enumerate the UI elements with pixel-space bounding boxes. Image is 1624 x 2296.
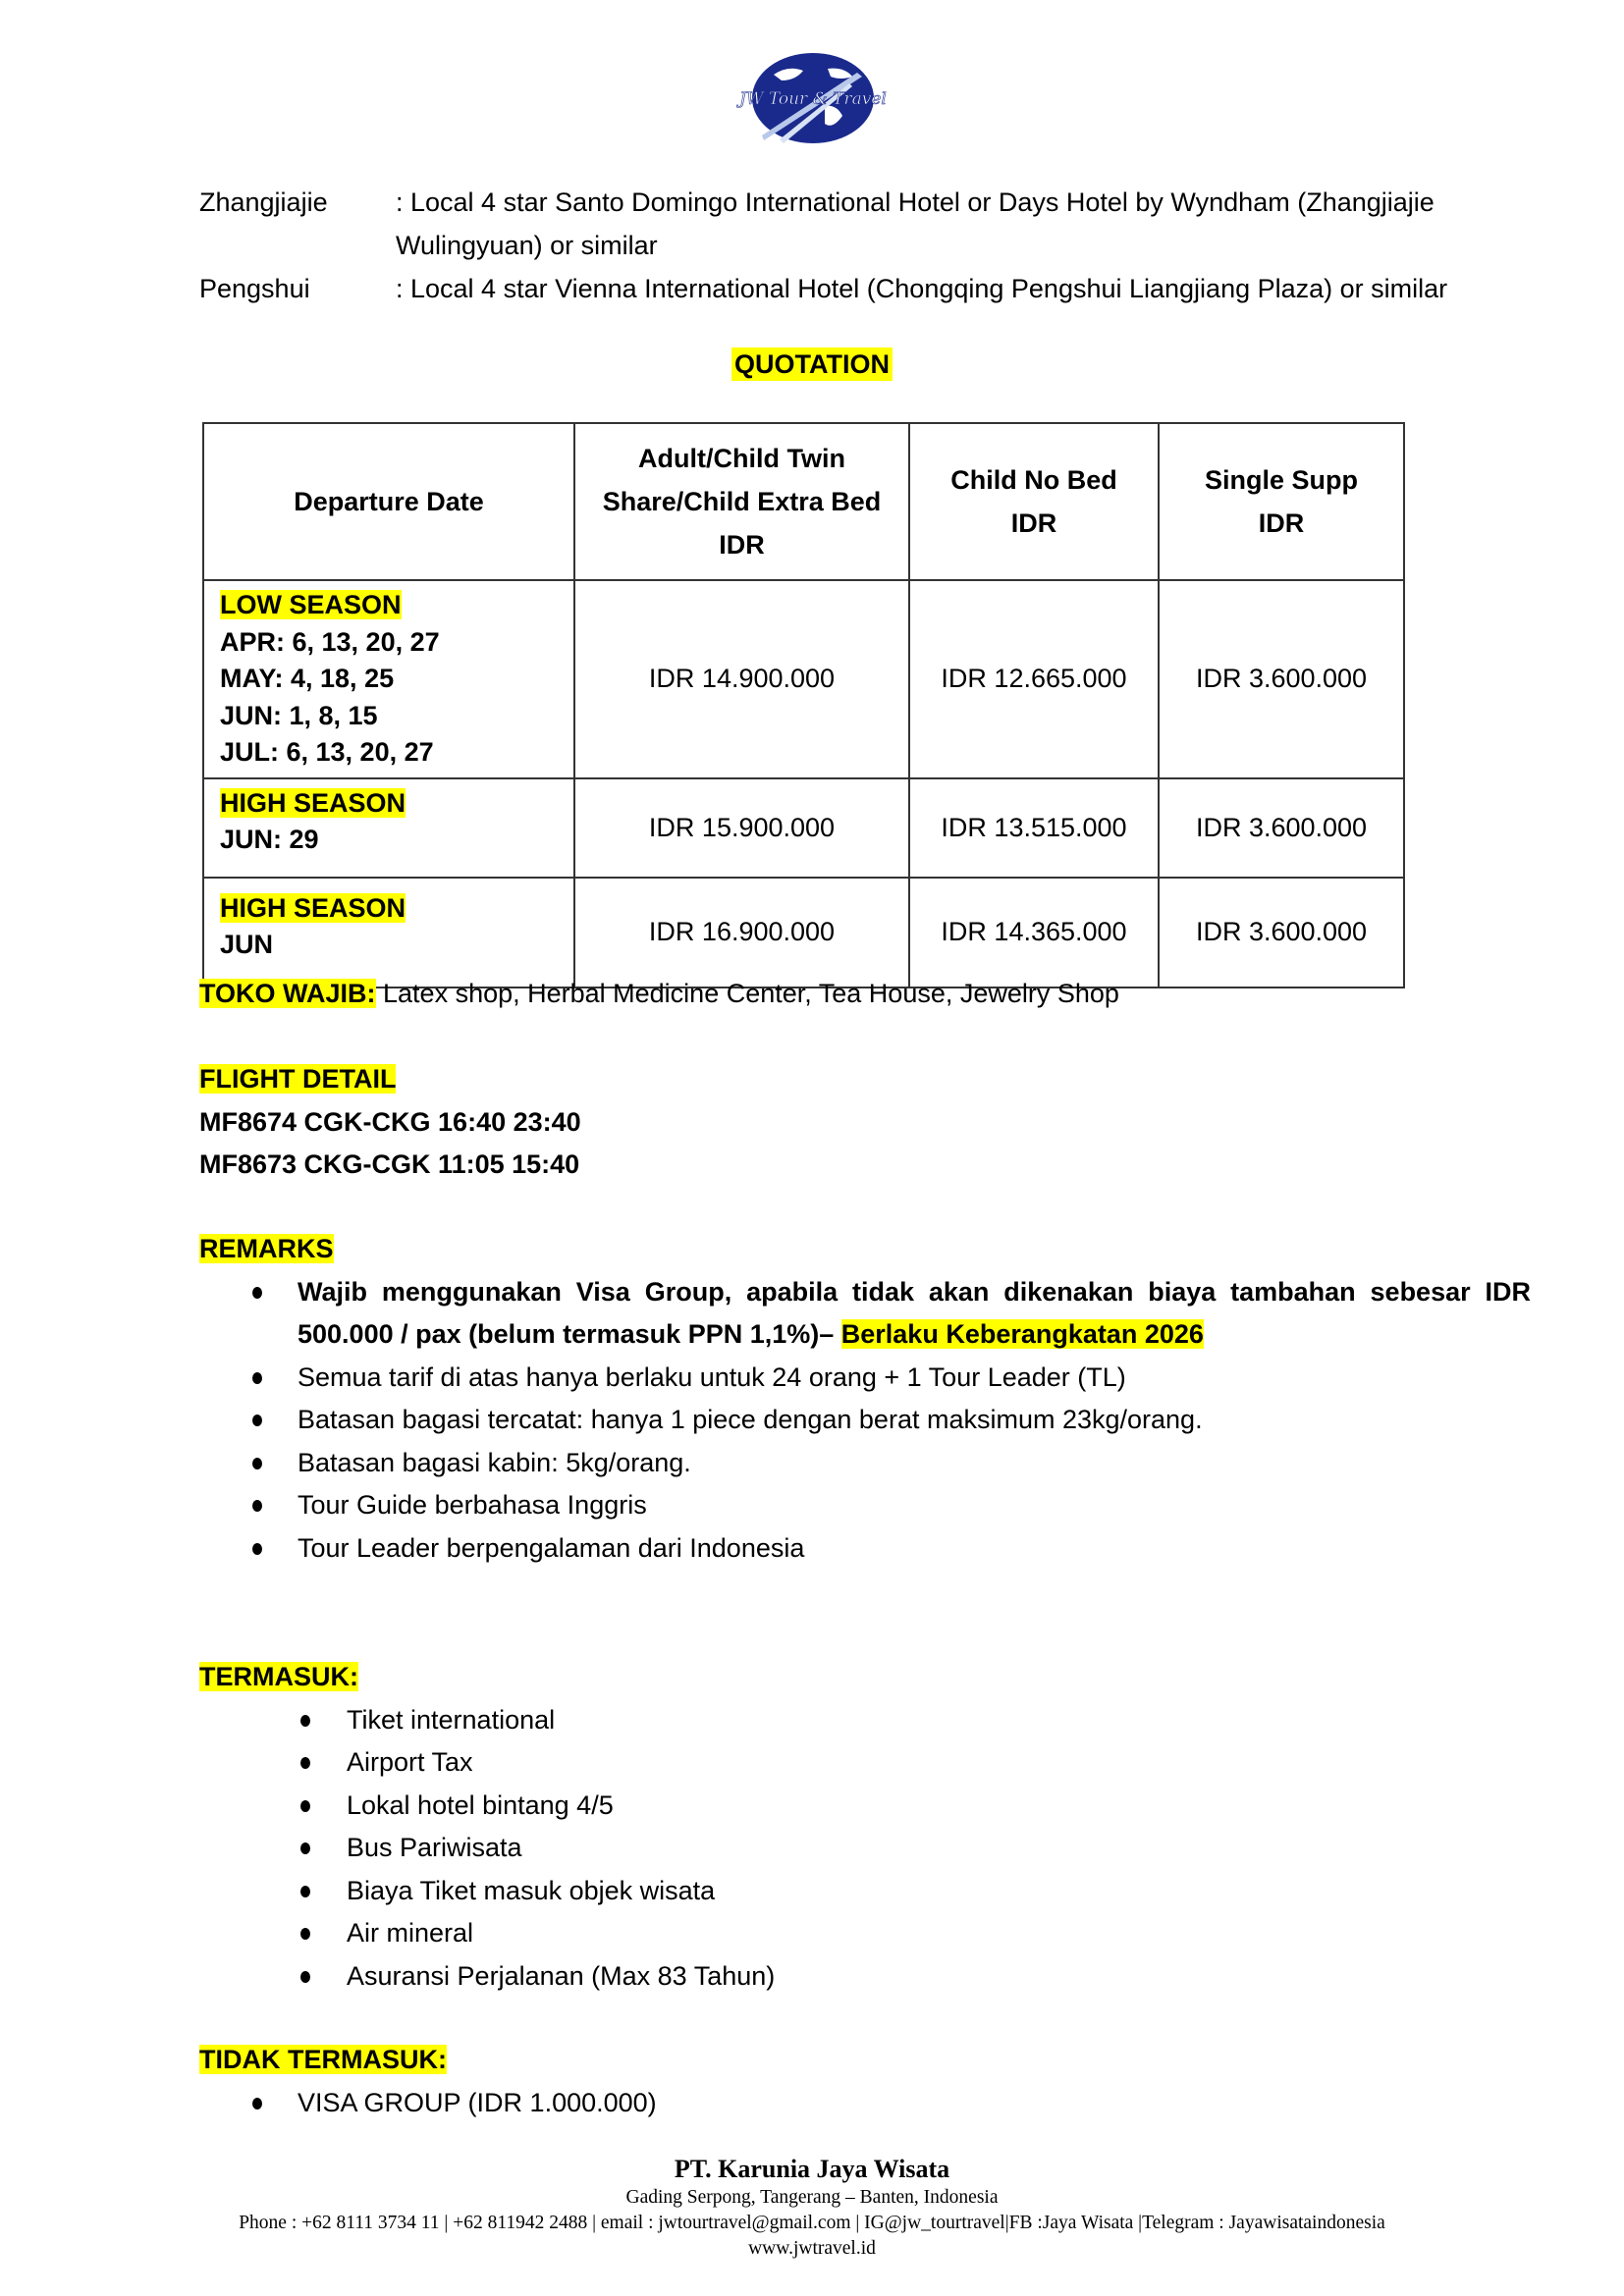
departure-dates: JUN: 29	[220, 825, 319, 854]
list-item: Bus Pariwisata	[199, 1827, 775, 1870]
hotel-row-pengshui	[199, 267, 1505, 310]
termasuk-section	[199, 1656, 775, 1998]
remarks-title: REMARKS	[199, 1234, 334, 1263]
list-item: VISA GROUP (IDR 1.000.000)	[199, 2082, 657, 2125]
toko-wajib-label: TOKO WAJIB:	[199, 979, 376, 1008]
footer-contact: Phone : +62 8111 3734 11 | +62 811942 2488 | email : jwtourtravel@gmail.com | IG@jw_tourtravel|FB :Jaya Wisata |Telegram : Jayawisataindonesia	[239, 2213, 1385, 2233]
flight-line: MF8674 CGK-CKG 16:40 23:40	[199, 1106, 581, 1137]
toko-wajib-text: Latex shop, Herbal Medicine Center, Tea House, Jewelry Shop	[375, 979, 1119, 1008]
header-child-no-bed: Child No Bed IDR	[909, 423, 1159, 580]
globe-airplane-logo-icon	[734, 47, 892, 150]
hotel-row-zhangjiajie	[199, 181, 1505, 267]
toko-wajib	[199, 973, 1119, 1016]
list-item: Tour Leader berpengalaman dari Indonesia	[199, 1527, 1531, 1571]
hotel-description: : Local 4 star Santo Domingo International Hotel or Days Hotel by Wyndham (Zhangjiajie Wulingyuan) or similar	[396, 187, 1435, 260]
list-item: Batasan bagasi kabin: 5kg/orang.	[199, 1442, 1531, 1485]
departure-dates: JUN	[220, 930, 274, 959]
list-item: Tour Guide berbahasa Inggris	[199, 1484, 1531, 1527]
tidak-termasuk-title: TIDAK TERMASUK:	[199, 2045, 447, 2074]
season-label: LOW SEASON	[220, 590, 402, 619]
child-no-bed-price: IDR 12.665.000	[909, 580, 1159, 778]
list-item: Biaya Tiket masuk objek wisata	[199, 1870, 775, 1913]
single-supp-price: IDR 3.600.000	[1159, 878, 1404, 988]
quotation-title-text: QUOTATION	[731, 347, 893, 381]
remarks-highlight: Berlaku Keberangkatan 2026	[840, 1319, 1204, 1349]
adult-price: IDR 15.900.000	[574, 778, 909, 878]
child-no-bed-price: IDR 13.515.000	[909, 778, 1159, 878]
termasuk-title: TERMASUK:	[199, 1662, 358, 1691]
list-item: Wajib menggunakan Visa Group, apabila tidak akan dikenakan biaya tambahan sebesar IDR 500.000 / pax (belum termasuk PPN 1,1%)– Berlaku Keberangkatan 2026	[199, 1271, 1531, 1357]
hotel-city: Zhangjiajie	[199, 187, 328, 217]
season-label: HIGH SEASON	[220, 787, 406, 818]
table-row	[203, 878, 1404, 988]
footer-website: www.jwtravel.id	[748, 2238, 876, 2259]
quotation-table	[202, 422, 1405, 988]
flight-detail-title: FLIGHT DETAIL	[199, 1064, 397, 1094]
departure-cell	[203, 878, 574, 988]
list-item: Semua tarif di atas hanya berlaku untuk 24 orang + 1 Tour Leader (TL)	[199, 1357, 1531, 1400]
remarks-section	[199, 1228, 1531, 1570]
single-supp-price: IDR 3.600.000	[1159, 580, 1404, 778]
header-adult-twin-share: Adult/Child Twin Share/Child Extra Bed IDR	[574, 423, 909, 580]
flight-line: MF8673 CKG-CGK 11:05 15:40	[199, 1149, 580, 1179]
hotel-description: : Local 4 star Vienna International Hotel (Chongqing Pengshui Liangjiang Plaza) or similar	[396, 274, 1448, 303]
table-header-row	[203, 423, 1404, 580]
header-departure-date: Departure Date	[203, 423, 574, 580]
departure-dates: MAY: 4, 18, 25	[220, 664, 395, 693]
child-no-bed-price: IDR 14.365.000	[909, 878, 1159, 988]
departure-dates: JUN: 1, 8, 15	[220, 700, 378, 730]
departure-cell	[203, 580, 574, 778]
departure-dates: JUL: 6, 13, 20, 27	[220, 737, 434, 767]
termasuk-list	[199, 1699, 775, 1999]
list-item: Asuransi Perjalanan (Max 83 Tahun)	[199, 1955, 775, 1999]
footer	[0, 2154, 1624, 2262]
adult-price: IDR 14.900.000	[574, 580, 909, 778]
flight-detail	[199, 1058, 581, 1187]
hotel-list	[199, 181, 1505, 310]
svg-text:JW Tour & Travel: JW Tour & Travel	[739, 89, 887, 109]
departure-cell	[203, 778, 574, 878]
single-supp-price: IDR 3.600.000	[1159, 778, 1404, 878]
list-item: Batasan bagasi tercatat: hanya 1 piece dengan berat maksimum 23kg/orang.	[199, 1399, 1531, 1442]
list-item: Airport Tax	[199, 1741, 775, 1785]
tidak-termasuk-list	[199, 2082, 657, 2125]
footer-address: Gading Serpong, Tangerang – Banten, Indonesia	[625, 2187, 999, 2208]
table-row	[203, 580, 1404, 778]
quotation-title	[0, 349, 1624, 380]
table-row	[203, 778, 1404, 878]
remarks-list	[199, 1271, 1531, 1571]
season-label: HIGH SEASON	[220, 892, 406, 923]
hotel-city: Pengshui	[199, 274, 310, 303]
header-single-supp: Single Supp IDR	[1159, 423, 1404, 580]
footer-company-name: PT. Karunia Jaya Wisata	[674, 2155, 950, 2183]
tidak-termasuk-section	[199, 2039, 657, 2124]
company-logo	[734, 47, 892, 150]
departure-dates: APR: 6, 13, 20, 27	[220, 626, 440, 657]
list-item: Tiket international	[199, 1699, 775, 1742]
list-item: Air mineral	[199, 1912, 775, 1955]
list-item: Lokal hotel bintang 4/5	[199, 1785, 775, 1828]
adult-price: IDR 16.900.000	[574, 878, 909, 988]
